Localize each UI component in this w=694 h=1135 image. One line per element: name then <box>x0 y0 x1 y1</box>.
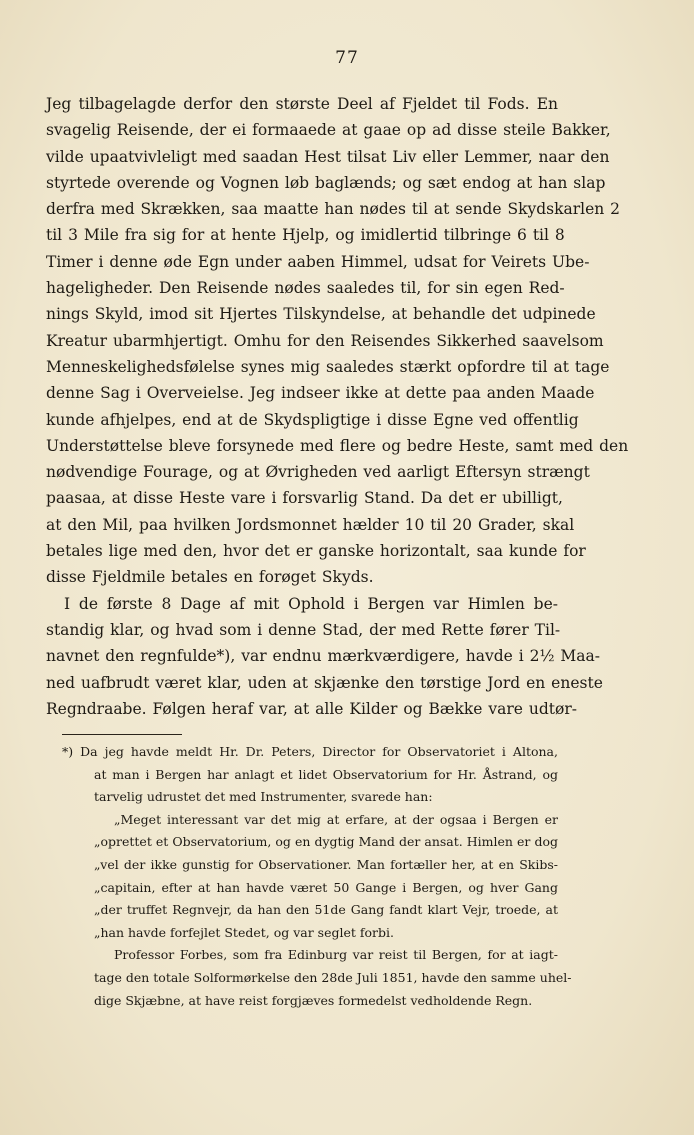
text-line: til 3 Mile fra sig for at hente Hjelp, og imidlertid tilbringe 6 til 8 <box>46 226 565 245</box>
text-line: I de første 8 Dage af mit Ophold i Bergen var Himlen be- <box>64 594 558 613</box>
footnote-line: „capitain, efter at han havde været 50 Gange i Bergen, og hver Gang <box>94 879 558 895</box>
footnote-line: at man i Bergen har anlagt et lidet Observatorium for Hr. Åstrand, og <box>94 766 558 782</box>
page-number: 77 <box>335 48 359 68</box>
footnote <box>62 741 572 1012</box>
text-line: navnet den regnfulde*), var endnu mærkværdigere, havde i 2½ Maa- <box>46 647 601 666</box>
text-line: hageligheder. Den Reisende nødes saaledes til, for sin egen Red- <box>46 279 565 298</box>
text-line: vilde upaatvivleligt med saadan Hest tilsat Liv eller Lemmer, naar den <box>46 147 610 166</box>
text-line: nings Skyld, imod sit Hjertes Tilskyndelse, at behandle det udpinede <box>46 305 596 324</box>
text-line: Menneskelighedsfølelse synes mig saaledes stærkt opfordre til at tage <box>46 357 610 376</box>
footnote-line: tarvelig udrustet det med Instrumenter, svarede han: <box>94 789 433 805</box>
footnote-line: dige Skjæbne, at have reist forgjæves formedelst vedholdende Regn. <box>94 992 533 1008</box>
footnote-line: tage den totale Solformørkelse den 28de Juli 1851, havde den samme uhel- <box>94 969 572 985</box>
footnote-divider <box>62 734 182 735</box>
text-line: Regndraabe. Følgen heraf var, at alle Kilder og Bække vare udtør- <box>46 699 577 718</box>
text-line: Jeg tilbagelagde derfor den største Deel af Fjeldet til Fods. En <box>46 95 558 113</box>
text-line: svagelig Reisende, der ei formaaede at gaae op ad disse steile Bakker, <box>46 121 611 140</box>
text-line: standig klar, og hvad som i denne Stad, der med Rette fører Til- <box>46 620 561 639</box>
text-line: styrtede overende og Vognen løb baglænds; og sæt endog at han slap <box>46 173 606 192</box>
text-line: Kreatur ubarmhjertigt. Omhu for den Reisendes Sikkerhed saavelsom <box>46 331 604 350</box>
footnote-line: „der truffet Regnvejr, da han den 51de Gang fandt klart Vejr, troede, at <box>94 902 558 918</box>
text-line: ned uafbrudt været klar, uden at skjænke den tørstige Jord en eneste <box>46 673 603 692</box>
text-line: derfra med Skrækken, saa maatte han nødes til at sende Skydskarlen 2 <box>46 200 621 219</box>
text-line: denne Sag i Overveielse. Jeg indseer ikke at dette paa anden Maade <box>46 384 595 403</box>
text-line: kunde afhjelpes, end at de Skydspligtige i disse Egne ved offentlig <box>46 410 579 429</box>
footnote-line: Professor Forbes, som fra Edinburg var reist til Bergen, for at iagt- <box>114 947 558 963</box>
footnote-line: „Meget interessant var det mig at erfare, at der ogsaa i Bergen er <box>114 811 558 827</box>
text-line: nødvendige Fourage, og at Øvrigheden ved aarligt Eftersyn strængt <box>46 463 590 482</box>
text-line: Timer i denne øde Egn under aaben Himmel, udsat for Veirets Ube- <box>46 252 590 271</box>
text-line: betales lige med den, hvor det er ganske horizontalt, saa kunde for <box>46 542 586 561</box>
text-line: disse Fjeldmile betales en forøget Skyds. <box>46 568 374 587</box>
body-text <box>46 91 629 722</box>
footnote-line: „han havde forfejlet Stedet, og var seglet forbi. <box>94 924 394 940</box>
footnote-line: „oprettet et Observatorium, og en dygtig Mand der ansat. Himlen er dog <box>94 834 558 850</box>
footnote-line: *) Da jeg havde meldt Hr. Dr. Peters, Director for Observatoriet i Altona, <box>62 744 558 759</box>
text-line: at den Mil, paa hvilken Jordsmonnet hælder 10 til 20 Grader, skal <box>46 515 575 534</box>
footnote-line: „vel der ikke gunstig for Observationer. Man fortæller her, at en Skibs- <box>94 856 558 872</box>
text-line: paasaa, at disse Heste vare i forsvarlig Stand. Da det er ubilligt, <box>46 489 563 508</box>
text-line: Understøttelse bleve forsynede med flere og bedre Heste, samt med den <box>46 436 629 455</box>
